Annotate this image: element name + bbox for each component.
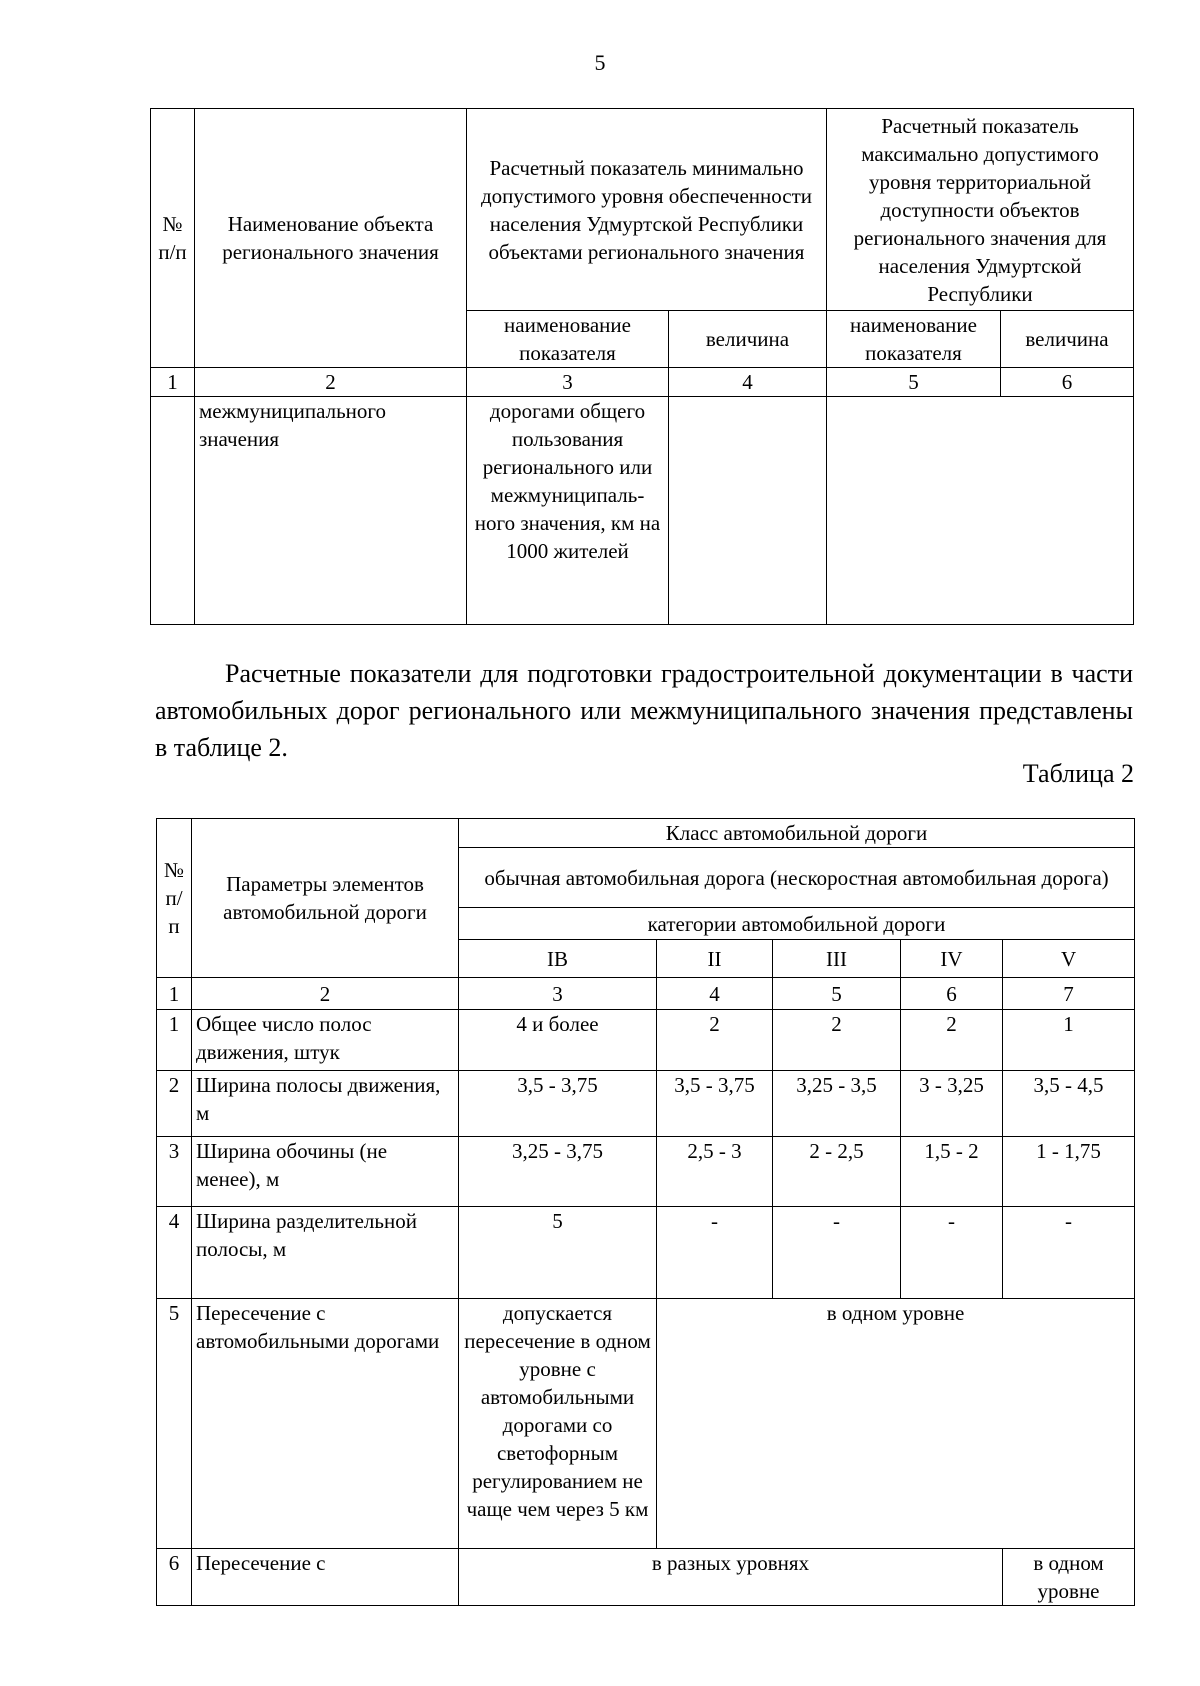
t1-header-num: № п/п xyxy=(151,109,195,368)
t1-header-group-max: Расчетный показатель максимально допустимого уровня территориальной доступности объектов регионального значения для населения Удмуртской Республики xyxy=(827,109,1134,311)
t1-row-value xyxy=(669,397,827,625)
t1-sub-value-min: величина xyxy=(669,311,827,368)
t1-sub-name-max: наименование показателя xyxy=(827,311,1001,368)
t2-colnum: 3 xyxy=(459,978,657,1010)
t2-header-road-type: обычная автомобильная дорога (нескоростная автомобильная дорога) xyxy=(459,848,1135,908)
t1-sub-name-min: наименование показателя xyxy=(467,311,669,368)
t2-cell: - xyxy=(773,1207,901,1299)
body-paragraph: Расчетные показатели для подготовки градостроительной документации в части автомобильных дорог регионального или межмуниципального значения представлены в таблице 2. xyxy=(155,659,1133,762)
t2-cell: 2 - 2,5 xyxy=(773,1137,901,1207)
t2-cell: 3,25 - 3,5 xyxy=(773,1071,901,1137)
t2-header-categories-label: категории автомобильной дороги xyxy=(459,908,1135,940)
t2-row-num: 5 xyxy=(157,1299,192,1549)
t1-sub-value-max: величина xyxy=(1001,311,1134,368)
t1-header-group-min: Расчетный показатель минимально допустимого уровня обеспеченности населения Удмуртской Республики объектами регионального значения xyxy=(467,109,827,311)
t2-colnum: 7 xyxy=(1003,978,1135,1010)
t2-cell: 1 - 1,75 xyxy=(1003,1137,1135,1207)
t2-cell-merged: в разных уровнях xyxy=(459,1549,1003,1606)
t1-row-name: межмуниципального значения xyxy=(195,397,467,625)
t2-header-class: Класс автомобильной дороги xyxy=(459,819,1135,848)
t1-colnum: 6 xyxy=(1001,368,1134,397)
t2-cell: 2 xyxy=(657,1010,773,1071)
t1-colnum: 3 xyxy=(467,368,669,397)
t1-row-num xyxy=(151,397,195,625)
t2-cell: - xyxy=(1003,1207,1135,1299)
t2-cell: 2,5 - 3 xyxy=(657,1137,773,1207)
t2-row-num: 2 xyxy=(157,1071,192,1137)
t2-cell: 1,5 - 2 xyxy=(901,1137,1003,1207)
t2-cell: 3,25 - 3,75 xyxy=(459,1137,657,1207)
t2-category: IV xyxy=(901,940,1003,978)
t1-row-max xyxy=(827,397,1134,625)
t1-header-name: Наименование объекта регионального значения xyxy=(195,109,467,368)
table-caption: Таблица 2 xyxy=(1022,759,1134,788)
t2-cell: 3,5 - 4,5 xyxy=(1003,1071,1135,1137)
t2-cell: 2 xyxy=(773,1010,901,1071)
t2-row-param: Ширина разделительной полосы, м xyxy=(192,1207,459,1299)
t2-category: IB xyxy=(459,940,657,978)
t2-cell: 5 xyxy=(459,1207,657,1299)
t1-colnum: 5 xyxy=(827,368,1001,397)
t2-category: III xyxy=(773,940,901,978)
t2-header-num: № п/п xyxy=(157,819,192,978)
t2-cell: в одном уровне xyxy=(1003,1549,1135,1606)
table-2 xyxy=(156,818,1135,1606)
t2-category: II xyxy=(657,940,773,978)
t2-cell: 3,5 - 3,75 xyxy=(657,1071,773,1137)
t1-colnum: 1 xyxy=(151,368,195,397)
t2-row-num: 4 xyxy=(157,1207,192,1299)
table-row xyxy=(157,1071,1135,1137)
t1-row-indicator: дорогами общего пользования регионального или межмуниципаль-ного значения, км на 1000 жителей xyxy=(467,397,669,625)
t2-cell: 2 xyxy=(901,1010,1003,1071)
t2-header-param: Параметры элементов автомобильной дороги xyxy=(192,819,459,978)
table-row xyxy=(151,397,1134,625)
t2-cell: 4 и более xyxy=(459,1010,657,1071)
t2-row-param: Общее число полос движения, штук xyxy=(192,1010,459,1071)
table-1 xyxy=(150,108,1134,625)
t2-colnum: 5 xyxy=(773,978,901,1010)
t2-cell: - xyxy=(901,1207,1003,1299)
page-number: 5 xyxy=(594,50,606,75)
t2-cell: 3 - 3,25 xyxy=(901,1071,1003,1137)
t2-colnum: 2 xyxy=(192,978,459,1010)
t2-row-num: 3 xyxy=(157,1137,192,1207)
table-row xyxy=(157,1299,1135,1549)
t2-row-num: 6 xyxy=(157,1549,192,1606)
t2-colnum: 1 xyxy=(157,978,192,1010)
t2-row-param: Ширина обочины (не менее), м xyxy=(192,1137,459,1207)
t2-cell: 3,5 - 3,75 xyxy=(459,1071,657,1137)
t2-cell: - xyxy=(657,1207,773,1299)
table-row xyxy=(157,1549,1135,1606)
t2-category: V xyxy=(1003,940,1135,978)
t2-row-param: Пересечение с автомобильными дорогами xyxy=(192,1299,459,1549)
t2-row-param: Ширина полосы движения, м xyxy=(192,1071,459,1137)
table-row xyxy=(157,1137,1135,1207)
t2-colnum: 6 xyxy=(901,978,1003,1010)
t1-colnum: 2 xyxy=(195,368,467,397)
t2-colnum: 4 xyxy=(657,978,773,1010)
t2-cell: 1 xyxy=(1003,1010,1135,1071)
t2-row-num: 1 xyxy=(157,1010,192,1071)
table-row xyxy=(157,1207,1135,1299)
t1-colnum: 4 xyxy=(669,368,827,397)
t2-cell-merged: в одном уровне xyxy=(657,1299,1135,1549)
table-row xyxy=(157,1010,1135,1071)
t2-cell: допускается пересечение в одном уровне с автомобильными дорогами со светофорным регулированием не чаще чем через 5 км xyxy=(459,1299,657,1549)
t2-row-param: Пересечение с xyxy=(192,1549,459,1606)
